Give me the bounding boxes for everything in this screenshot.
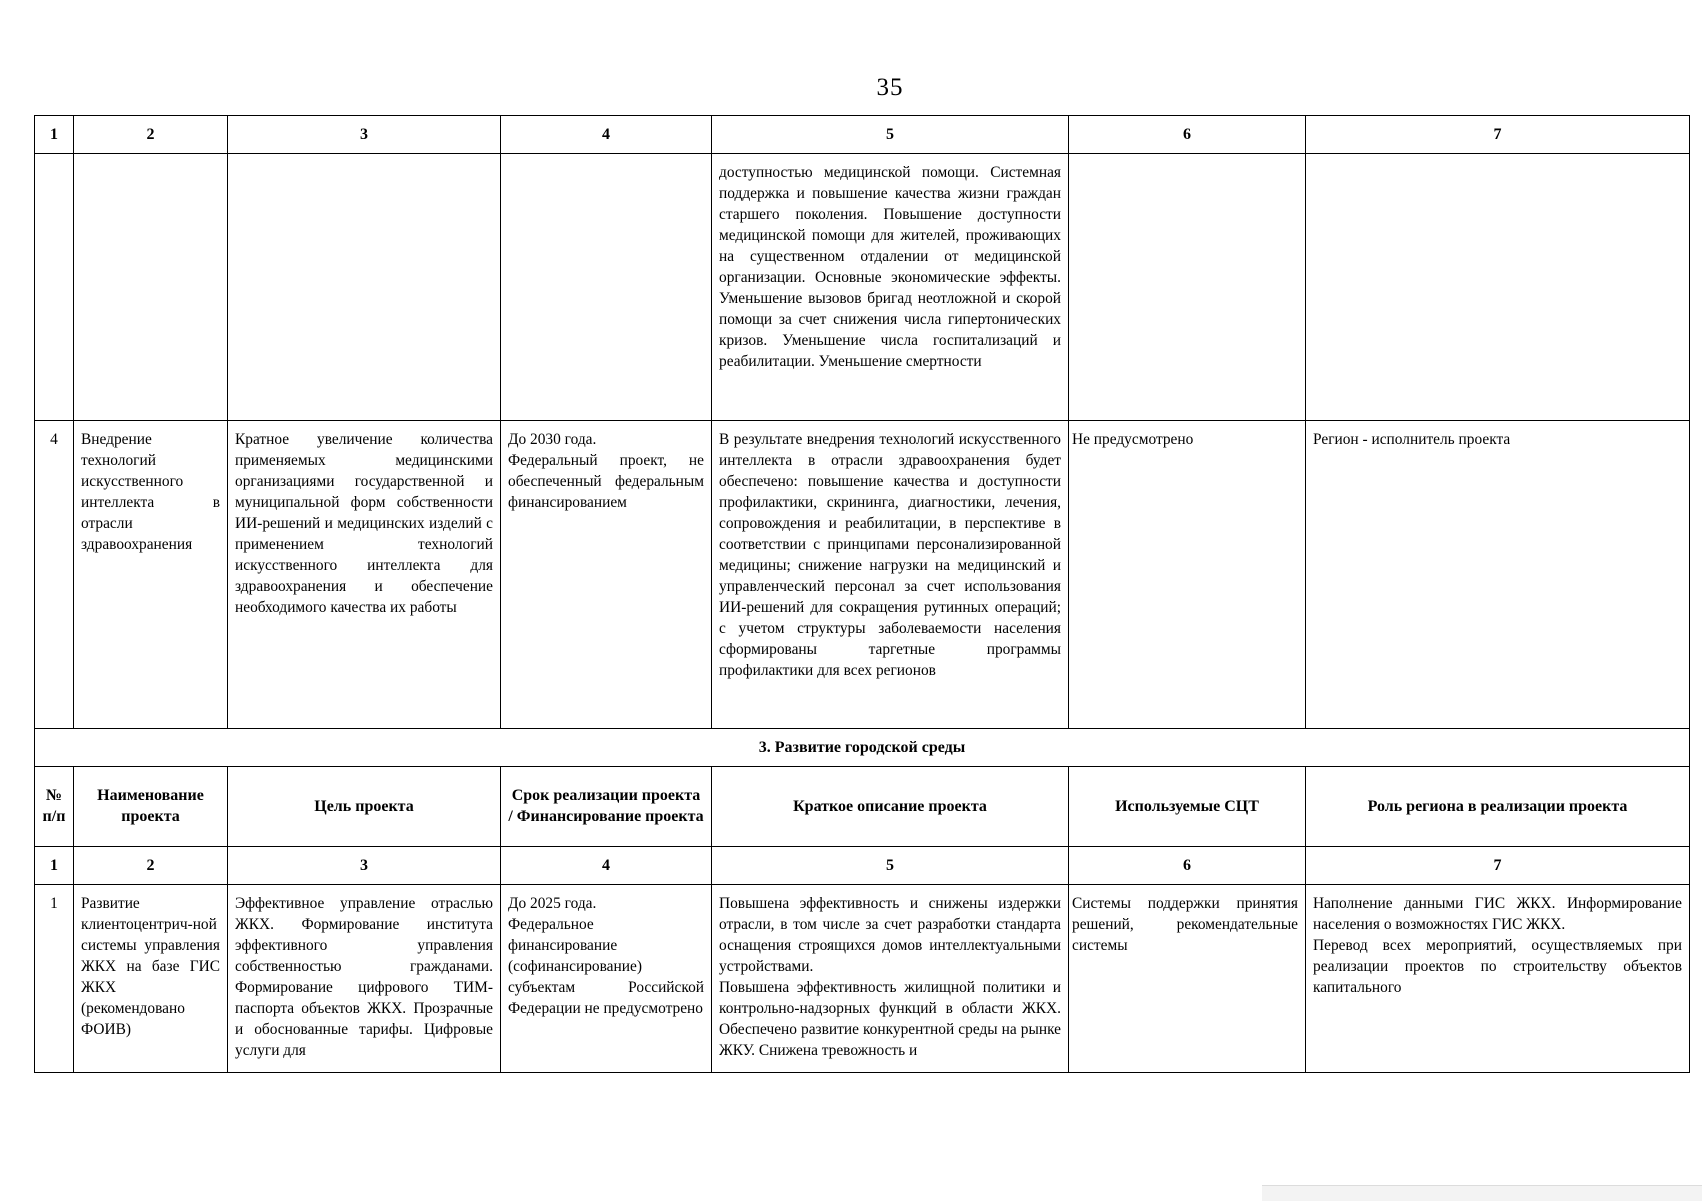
scan-edge (1262, 1185, 1702, 1201)
column-number-cell: 5 (712, 847, 1069, 885)
project-term-cell (501, 421, 712, 729)
empty-cell (74, 154, 228, 421)
column-number-cell: 4 (501, 116, 712, 154)
project-description-cell: В результате внедрения технологий искусственного интеллекта в отрасли здравоохранения будет обеспечено: повышение качества и доступности профилактики, скрининга, диагностики, лечения, сопровождения и реабилитации, в перспективе в соответствии с принципами персонализированной медицины; снижение нагрузки на медицинский и управленческий персонал за счет использования ИИ-решений для сокращения рутинных операций; с учетом структуры заболеваемости населения сформированы таргетные программы профилактики для всех регионов (712, 421, 1069, 729)
column-number-cell: 6 (1069, 847, 1306, 885)
empty-cell (1069, 154, 1306, 421)
header-description: Краткое описание проекта (712, 767, 1069, 847)
column-number-cell: 1 (35, 847, 74, 885)
project-tech-cell: Системы поддержки принятия решений, рекомендательные системы (1069, 885, 1306, 1073)
column-number-row (35, 116, 1690, 154)
project-name-cell: Внедрение технологий искусственного интеллекта в отрасли здравоохранения (74, 421, 228, 729)
table-row (35, 885, 1690, 1073)
table-row (35, 421, 1690, 729)
section-title: 3. Развитие городской среды (35, 729, 1690, 767)
page-number: 35 (876, 74, 904, 101)
project-role-cell: Регион - исполнитель проекта (1306, 421, 1690, 729)
header-num: № п/п (35, 767, 74, 847)
column-number-cell: 6 (1069, 116, 1306, 154)
section-row (35, 729, 1690, 767)
header-goal: Цель проекта (228, 767, 501, 847)
column-number-cell: 2 (74, 847, 228, 885)
project-goal-cell: Кратное увеличение количества применяемых медицинскими организациями государственной и муниципальной форм собственности ИИ-решений и медицинских изделий с применением технологий искусственного интеллекта для здравоохранения и обеспечение необходимого качества их работы (228, 421, 501, 729)
header-role: Роль региона в реализации проекта (1306, 767, 1690, 847)
empty-cell (501, 154, 712, 421)
empty-cell (1306, 154, 1690, 421)
column-number-cell: 3 (228, 847, 501, 885)
term-deadline: До 2030 года. (508, 431, 597, 448)
header-name: Наименование проекта (74, 767, 228, 847)
header-tech: Используемые СЦТ (1069, 767, 1306, 847)
role-paragraph: Перевод всех мероприятий, осуществляемых при реализации проектов по строительству объектов капитального (1313, 937, 1682, 996)
row-number-cell: 1 (35, 885, 74, 1073)
project-role-cell (1306, 885, 1690, 1073)
project-tech-cell: Не предусмотрено (1069, 421, 1306, 729)
continuation-row (35, 154, 1690, 421)
empty-cell (228, 154, 501, 421)
header-row (35, 767, 1690, 847)
column-number-cell: 7 (1306, 847, 1690, 885)
term-financing: Федеральное финансирование (софинансирование) субъектам Российской Федерации не предусмотрено (508, 916, 704, 1017)
row-number-cell: 4 (35, 421, 74, 729)
column-number-cell: 7 (1306, 116, 1690, 154)
description-cell: доступностью медицинской помощи. Системная поддержка и повышение качества жизни граждан старшего поколения. Повышение доступности медицинской помощи для жителей, проживающих на существенном отдалении от медицинской организации. Основные экономические эффекты. Уменьшение вызовов бригад неотложной и скорой помощи за счет снижения числа гипертонических кризов. Уменьшение числа госпитализаций и реабилитации. Уменьшение смертности (712, 154, 1069, 421)
header-term: Срок реализации проекта / Финансирование проекта (501, 767, 712, 847)
column-number-cell: 2 (74, 116, 228, 154)
empty-cell (35, 154, 74, 421)
column-number-row (35, 847, 1690, 885)
project-description-cell (712, 885, 1069, 1073)
column-number-cell: 1 (35, 116, 74, 154)
column-number-cell: 3 (228, 116, 501, 154)
role-paragraph: Наполнение данными ГИС ЖКХ. Информирование населения о возможностях ГИС ЖКХ. (1313, 895, 1682, 933)
column-number-cell: 4 (501, 847, 712, 885)
project-name-cell: Развитие клиентоцентрич-ной системы управления ЖКХ на базе ГИС ЖКХ (рекомендовано ФОИВ) (74, 885, 228, 1073)
column-number-cell: 5 (712, 116, 1069, 154)
term-deadline: До 2025 года. (508, 895, 597, 912)
project-term-cell (501, 885, 712, 1073)
description-paragraph: Повышена эффективность и снижены издержки отрасли, в том числе за счет разработки стандарта оснащения строящихся домов интеллектуальными устройствами. (719, 895, 1061, 975)
term-financing: Федеральный проект, не обеспеченный федеральным финансированием (508, 452, 704, 511)
projects-table (34, 115, 1690, 1073)
description-paragraph: Повышена эффективность жилищной политики и контрольно-надзорных функций в области ЖКХ. Обеспечено развитие конкурентной среды на рынке ЖКУ. Снижена тревожность и (719, 979, 1061, 1059)
project-goal-cell: Эффективное управление отраслью ЖКХ. Формирование института эффективного управления собственностью гражданами. Формирование цифрового ТИМ-паспорта объектов ЖКХ. Прозрачные и обоснованные тарифы. Цифровые услуги для (228, 885, 501, 1073)
